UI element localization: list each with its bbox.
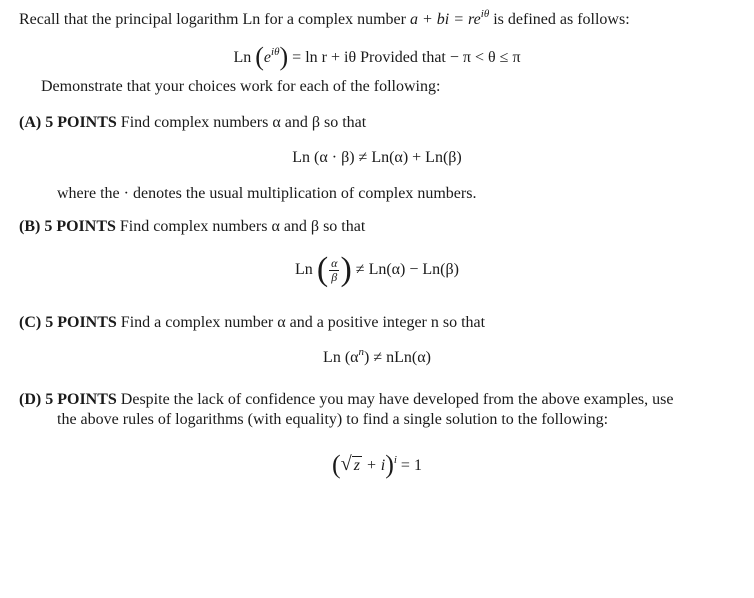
part-b-text: Find complex numbers α and β so that xyxy=(115,218,366,235)
part-c-text: Find a complex number α and a positive integer n so that xyxy=(116,314,486,331)
demonstrate-text: Demonstrate that your choices work for each of the following: xyxy=(41,78,441,95)
part-b-equation: Ln ( $\frac{\alpha}{\beta}$ ) ≠ Ln(α) − Ln(β) xyxy=(295,251,459,288)
part-d-text-line2: the above rules of logarithms (with equality) to find a single solution to the following: xyxy=(57,411,609,428)
part-d-header xyxy=(19,390,673,410)
part-c-rhs: ) ≠ nLn(α) xyxy=(364,349,431,366)
part-b-header xyxy=(19,217,365,237)
part-d-plus: + i xyxy=(361,457,386,474)
part-b-denominator: β xyxy=(331,269,338,284)
part-c-header xyxy=(19,313,485,333)
part-d-text-line1: Despite the lack of confidence you may have developed from the above examples, use xyxy=(116,391,674,408)
intro-prefix: Recall that the principal logarithm Ln for a complex number xyxy=(19,11,410,28)
part-b-ln: Ln xyxy=(295,261,313,278)
definition-provided: Provided that xyxy=(356,49,450,66)
part-a-header xyxy=(19,113,366,133)
part-b-label: (B) xyxy=(19,218,41,235)
definition-condition: − π < θ ≤ π xyxy=(449,49,521,66)
part-a-label: (A) xyxy=(19,114,42,131)
definition-rhs: = ln r + iθ xyxy=(288,49,357,66)
intro-suffix: is defined as follows: xyxy=(489,11,630,28)
intro-expr: a + bi = re xyxy=(409,11,481,28)
part-c-label: (C) xyxy=(19,314,42,331)
definition-ln: Ln xyxy=(233,49,252,66)
intro-exp: iθ xyxy=(480,8,490,20)
intro-line xyxy=(19,10,630,30)
part-b-points: 5 POINTS xyxy=(44,218,116,235)
definition-equation: Ln $(e^{i\theta}) = \ln r + i\theta$ Provided that − π < θ ≤ π xyxy=(233,42,521,71)
part-b-rhs: ≠ Ln(α) − Ln(β) xyxy=(355,261,459,278)
part-c-equation xyxy=(0,348,754,368)
part-d-rhs: = 1 xyxy=(396,457,422,474)
part-c-points: 5 POINTS xyxy=(45,314,117,331)
part-a-equation: Ln (α · β) ≠ Ln(α) + Ln(β) xyxy=(292,149,462,166)
sqrt-icon: √ z xyxy=(340,453,360,475)
part-d-exp: i xyxy=(393,454,397,466)
definition-inner-exp: iθ xyxy=(271,46,280,58)
part-d-var: z xyxy=(353,457,360,474)
part-c-lhs: Ln (α xyxy=(323,349,359,366)
part-a-note: where the · denotes the usual multiplication of complex numbers. xyxy=(57,185,477,202)
part-b-fraction xyxy=(329,257,339,284)
part-a-points: 5 POINTS xyxy=(45,114,117,131)
part-b-numerator: α xyxy=(331,255,338,270)
part-c-exp: n xyxy=(358,346,365,358)
definition-inner: e xyxy=(263,49,272,66)
part-d-label: (D) xyxy=(19,391,42,408)
part-d-equation: (√ z + i)$^i$ = 1 xyxy=(332,450,422,479)
part-d-points: 5 POINTS xyxy=(45,391,117,408)
part-a-text: Find complex numbers α and β so that xyxy=(116,114,367,131)
